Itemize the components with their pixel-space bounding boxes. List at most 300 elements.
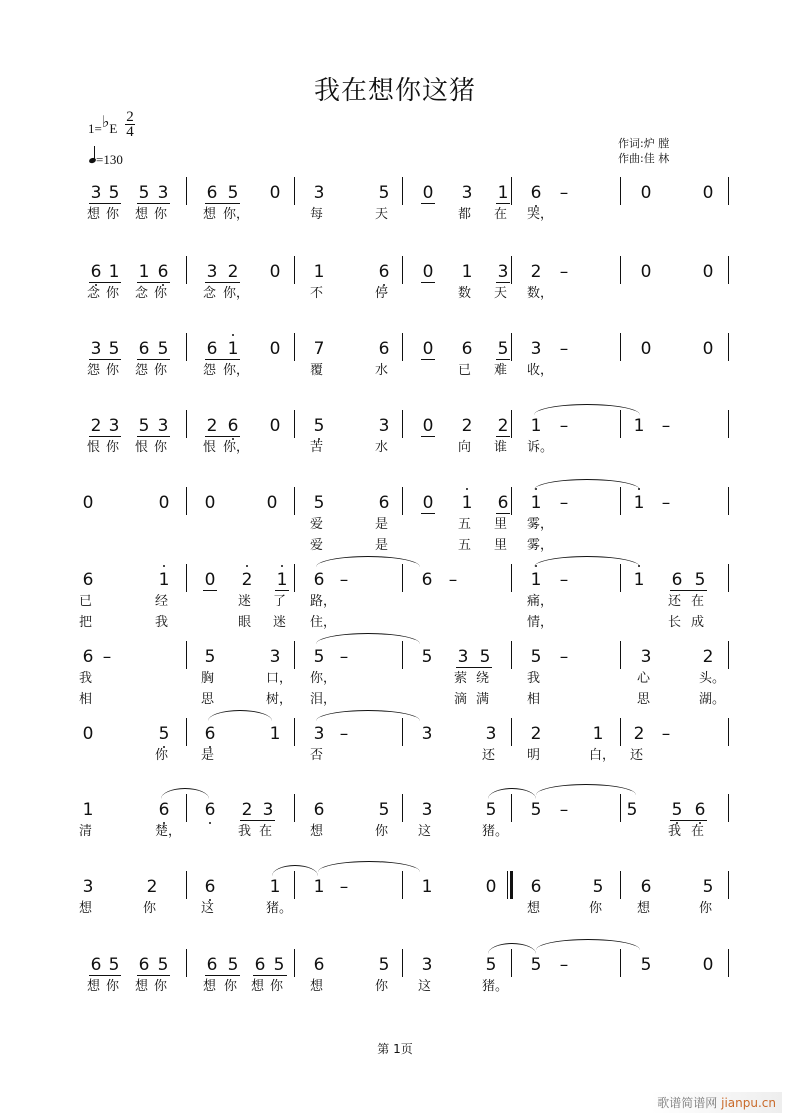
watermark-text: 歌谱简谱网 <box>657 1096 718 1110</box>
note: 0 <box>422 262 434 282</box>
lyric-verse2: 滴 <box>454 692 468 707</box>
lyric-verse2: 湖。 <box>699 692 726 707</box>
lyric: 你 <box>375 979 389 994</box>
note: 2 <box>90 416 102 436</box>
note: 1 <box>226 339 240 359</box>
lyric: 念 <box>87 286 101 301</box>
dash-extension: – <box>559 416 569 436</box>
lyric: 想 <box>135 979 149 994</box>
lyric: 明 <box>527 748 541 763</box>
note: 6 <box>461 339 473 359</box>
barline <box>294 718 295 746</box>
lyricist: 作词:炉 膛 <box>618 137 670 150</box>
lyric-verse2: 情， <box>527 615 554 630</box>
eighth-underline <box>496 513 510 514</box>
note: 6 <box>156 262 170 282</box>
lyric: 念 <box>203 286 217 301</box>
note: 3 <box>82 877 94 897</box>
lyric-verse2: 思 <box>201 692 215 707</box>
barline <box>402 410 403 438</box>
song-title: 我在想你这猪 <box>313 76 476 106</box>
lyric-verse2: 我 <box>155 615 169 630</box>
note: 3 <box>269 647 281 667</box>
barline <box>728 794 729 822</box>
lyric-verse2: 树， <box>266 692 293 707</box>
lyric: 猪。 <box>482 824 509 839</box>
note: 6 <box>671 570 683 590</box>
watermark <box>651 1092 782 1113</box>
dash-extension: – <box>661 493 671 513</box>
note: 1 <box>461 262 473 282</box>
lyric: 谁 <box>494 440 508 455</box>
barline <box>186 949 187 977</box>
barline <box>294 794 295 822</box>
note: 1 <box>632 570 646 590</box>
note: 6 <box>640 877 652 897</box>
barline <box>294 564 295 592</box>
barline <box>402 718 403 746</box>
note: 2 <box>461 416 473 436</box>
lyric: 诉。 <box>527 440 554 455</box>
lyric: 你 <box>106 286 120 301</box>
barline <box>620 564 621 592</box>
lyric: 你 <box>155 748 169 763</box>
lyric: 在 <box>691 824 705 839</box>
lyric: 你， <box>223 286 250 301</box>
note: 2 <box>240 570 254 590</box>
note: 1 <box>108 262 120 282</box>
note: 0 <box>640 262 652 282</box>
lyric: 你 <box>699 901 713 916</box>
lyric-verse2: 眼 <box>238 615 252 630</box>
lyric: 猪。 <box>482 979 509 994</box>
slur <box>536 939 640 950</box>
lyric: 否 <box>310 748 324 763</box>
lyric-verse2: 雾， <box>527 538 554 553</box>
note: 2 <box>530 724 542 744</box>
dash-extension: – <box>339 877 349 897</box>
lyric: 想 <box>310 979 324 994</box>
eighth-underline <box>137 436 170 437</box>
note: 5 <box>702 877 714 897</box>
lyric: 已 <box>79 594 93 609</box>
note: 6 <box>313 955 325 975</box>
note: 6 <box>138 955 150 975</box>
barline <box>186 333 187 361</box>
lyric-verse2: 五 <box>458 538 472 553</box>
note: 3 <box>157 416 169 436</box>
slur <box>488 943 536 954</box>
lyric: 怨 <box>203 363 217 378</box>
lyric: 水 <box>375 440 389 455</box>
note: 0 <box>82 724 94 744</box>
lyric-verse2: 爱 <box>310 538 324 553</box>
lyric: 想 <box>135 207 149 222</box>
barline <box>511 487 512 515</box>
eighth-underline <box>275 590 289 591</box>
note: 5 <box>313 647 325 667</box>
lyric: 你 <box>154 207 168 222</box>
slur <box>161 788 209 799</box>
lyric: 想 <box>527 901 541 916</box>
lyric: 你 <box>106 440 120 455</box>
slur <box>488 788 536 799</box>
note: 5 <box>227 955 239 975</box>
barline <box>186 641 187 669</box>
note: 5 <box>479 647 491 667</box>
note: 3 <box>313 724 325 744</box>
barline <box>728 871 729 899</box>
lyric: 数， <box>527 286 554 301</box>
lyric: 覆 <box>310 363 324 378</box>
dash-extension: – <box>661 416 671 436</box>
lyric: 你 <box>224 979 238 994</box>
barline <box>186 177 187 205</box>
note: 6 <box>206 955 218 975</box>
slur <box>316 633 420 644</box>
barline <box>294 641 295 669</box>
dash-extension: – <box>559 493 569 513</box>
dash-extension: – <box>559 647 569 667</box>
lyric: 你 <box>143 901 157 916</box>
note: 3 <box>157 183 169 203</box>
barline <box>620 256 621 284</box>
barline <box>511 641 512 669</box>
lyric: 这 <box>418 824 432 839</box>
note: 3 <box>90 339 102 359</box>
dash-extension: – <box>339 647 349 667</box>
slur <box>316 710 420 721</box>
note: 1 <box>275 570 289 590</box>
eighth-underline <box>89 203 121 204</box>
note: 5 <box>138 183 150 203</box>
note: 1 <box>633 416 645 436</box>
barline <box>186 564 187 592</box>
note: 3 <box>313 183 325 203</box>
lyric: 我 <box>79 671 93 686</box>
note: 3 <box>378 416 390 436</box>
note: 6 <box>90 955 102 975</box>
note: 5 <box>485 955 497 975</box>
lyric: 是 <box>375 517 389 532</box>
barline <box>511 177 512 205</box>
note: 0 <box>204 493 216 513</box>
lyric: 天 <box>375 207 389 222</box>
barline <box>511 256 512 284</box>
lyric: 天 <box>494 286 508 301</box>
lyric-verse2: 泪， <box>310 692 337 707</box>
barline <box>186 256 187 284</box>
note: 5 <box>108 339 120 359</box>
lyric: 路， <box>310 594 337 609</box>
note: 1 <box>269 877 281 897</box>
barline <box>402 794 403 822</box>
dash-extension: – <box>559 262 569 282</box>
lyric: 绕 <box>476 671 490 686</box>
note: 5 <box>204 647 216 667</box>
note: 3 <box>421 955 433 975</box>
note: 2 <box>241 800 253 820</box>
barline <box>728 641 729 669</box>
eighth-underline <box>205 203 240 204</box>
barline <box>402 333 403 361</box>
note: 6 <box>378 339 390 359</box>
note: 0 <box>269 262 281 282</box>
lyric: 你 <box>154 440 168 455</box>
barline <box>294 410 295 438</box>
eighth-underline <box>421 436 435 437</box>
barline <box>728 564 729 592</box>
dash-extension: – <box>559 183 569 203</box>
dash-extension: – <box>559 800 569 820</box>
note: 5 <box>485 800 497 820</box>
lyric: 哭， <box>527 207 554 222</box>
lyric: 是 <box>201 748 215 763</box>
tempo-value: =130 <box>96 152 123 167</box>
eighth-underline <box>421 282 435 283</box>
lyric: 里 <box>494 517 508 532</box>
barline <box>402 641 403 669</box>
key-signature <box>88 109 134 140</box>
lyric-verse2: 相 <box>527 692 541 707</box>
barline <box>728 333 729 361</box>
note: 5 <box>497 339 509 359</box>
eighth-underline <box>137 203 170 204</box>
barline <box>728 256 729 284</box>
lyric: 恨 <box>203 440 217 455</box>
note: 6 <box>157 800 171 820</box>
note: 5 <box>313 493 325 513</box>
lyric: 迷 <box>238 594 252 609</box>
lyric: 在 <box>691 594 705 609</box>
note: 5 <box>530 800 542 820</box>
lyric: 楚， <box>155 824 182 839</box>
barline <box>186 718 187 746</box>
barline <box>620 641 621 669</box>
barline <box>728 949 729 977</box>
slur <box>534 556 640 567</box>
dash-extension: – <box>559 570 569 590</box>
eighth-underline <box>421 203 435 204</box>
dash-extension: – <box>448 570 458 590</box>
slur <box>536 784 636 795</box>
note: 5 <box>378 800 390 820</box>
note: 5 <box>670 800 684 820</box>
lyric: 胸 <box>201 671 215 686</box>
note: 6 <box>693 800 707 820</box>
note: 6 <box>421 570 433 590</box>
note: 0 <box>82 493 94 513</box>
lyric-verse2: 把 <box>79 615 93 630</box>
slur <box>272 865 318 876</box>
eighth-underline <box>137 975 170 976</box>
note: 6 <box>497 493 509 513</box>
barline <box>402 487 403 515</box>
lyric: 雾， <box>527 517 554 532</box>
dash-extension: – <box>661 724 671 744</box>
eighth-underline <box>456 667 492 668</box>
lyric: 萦 <box>454 671 468 686</box>
lyric-verse2: 里 <box>494 538 508 553</box>
lyric: 苦 <box>310 440 324 455</box>
note: 5 <box>530 647 542 667</box>
lyric: 心 <box>637 671 651 686</box>
lyric: 我 <box>238 824 252 839</box>
time-bottom: 4 <box>126 124 134 140</box>
eighth-underline <box>496 203 510 204</box>
lyric: 猪。 <box>266 901 293 916</box>
eighth-underline <box>670 590 707 591</box>
note: 1 <box>82 800 94 820</box>
note: 3 <box>457 647 469 667</box>
barline <box>186 487 187 515</box>
note: 1 <box>138 262 150 282</box>
lyric: 想 <box>310 824 324 839</box>
note: 3 <box>530 339 542 359</box>
note: 1 <box>530 416 542 436</box>
note: 0 <box>640 183 652 203</box>
note: 0 <box>702 183 714 203</box>
lyric: 清 <box>79 824 93 839</box>
lyric: 向 <box>458 440 472 455</box>
lyric: 不 <box>310 286 324 301</box>
lyric: 想 <box>87 979 101 994</box>
double-barline <box>507 871 512 899</box>
quarter-note-icon <box>88 146 96 164</box>
note: 5 <box>157 724 171 744</box>
credits <box>618 136 669 166</box>
barline <box>620 794 621 822</box>
lyric: 你 <box>375 824 389 839</box>
flat-icon: ♭ <box>101 114 110 131</box>
key-prefix: 1= <box>88 121 102 136</box>
note: 0 <box>702 339 714 359</box>
note: 1 <box>460 493 474 513</box>
note: 0 <box>269 416 281 436</box>
note: 1 <box>529 493 543 513</box>
note: 5 <box>157 339 169 359</box>
note: 6 <box>206 183 218 203</box>
eighth-underline <box>496 282 510 283</box>
slur <box>534 479 640 490</box>
lyric: 我 <box>527 671 541 686</box>
lyric: 想 <box>251 979 265 994</box>
lyric: 你 <box>589 901 603 916</box>
lyric: 恨 <box>135 440 149 455</box>
lyric: 你， <box>223 440 250 455</box>
eighth-underline <box>253 975 287 976</box>
note: 2 <box>530 262 542 282</box>
barline <box>620 871 621 899</box>
composer: 作曲:佳 林 <box>618 152 670 165</box>
lyric: 想 <box>87 207 101 222</box>
note: 0 <box>269 339 281 359</box>
eighth-underline <box>496 436 510 437</box>
eighth-underline <box>89 359 121 360</box>
barline <box>294 177 295 205</box>
time-signature <box>125 110 135 139</box>
barline <box>294 949 295 977</box>
slur <box>534 404 640 415</box>
note: 6 <box>313 570 325 590</box>
note: 0 <box>702 955 714 975</box>
lyric: 你 <box>154 979 168 994</box>
eighth-underline <box>89 975 121 976</box>
lyric: 怨 <box>135 363 149 378</box>
lyric: 怨 <box>87 363 101 378</box>
note: 6 <box>203 724 217 744</box>
barline <box>728 410 729 438</box>
eighth-underline <box>496 359 510 360</box>
lyric-verse2: 思 <box>637 692 651 707</box>
lyric: 数 <box>458 286 472 301</box>
barline <box>402 949 403 977</box>
note: 5 <box>227 183 239 203</box>
dash-extension: – <box>102 647 112 667</box>
note: 1 <box>269 724 281 744</box>
lyric: 还 <box>482 748 496 763</box>
dash-extension: – <box>559 339 569 359</box>
note: 5 <box>530 955 542 975</box>
note: 2 <box>206 416 218 436</box>
lyric: 你， <box>310 671 337 686</box>
note: 1 <box>632 493 646 513</box>
note: 5 <box>108 955 120 975</box>
lyric: 都 <box>458 207 472 222</box>
note: 0 <box>640 339 652 359</box>
lyric: 经 <box>155 594 169 609</box>
note: 6 <box>529 183 543 203</box>
lyric: 你 <box>106 207 120 222</box>
barline <box>511 410 512 438</box>
note: 0 <box>422 416 434 436</box>
lyric: 恨 <box>87 440 101 455</box>
lyric: 你， <box>223 207 250 222</box>
barline <box>620 949 621 977</box>
lyric: 你 <box>106 979 120 994</box>
note: 6 <box>203 877 217 897</box>
barline <box>402 871 403 899</box>
lyric: 想 <box>203 207 217 222</box>
barline <box>402 177 403 205</box>
eighth-underline <box>421 513 435 514</box>
note: 6 <box>313 800 325 820</box>
lyric: 收， <box>527 363 554 378</box>
note: 5 <box>273 955 285 975</box>
slur <box>208 710 272 721</box>
note: 5 <box>108 183 120 203</box>
eighth-underline <box>240 820 275 821</box>
note: 5 <box>378 183 390 203</box>
note: 3 <box>262 800 274 820</box>
barline <box>294 487 295 515</box>
eighth-underline <box>89 436 121 437</box>
eighth-underline <box>137 359 170 360</box>
lyric: 痛， <box>527 594 554 609</box>
dash-extension: – <box>339 724 349 744</box>
lyric: 你 <box>154 363 168 378</box>
lyric: 了 <box>273 594 287 609</box>
note: 3 <box>421 724 433 744</box>
lyric-verse2: 相 <box>79 692 93 707</box>
note: 6 <box>378 493 390 513</box>
note: 0 <box>158 493 170 513</box>
watermark-url: jianpu.cn <box>721 1096 776 1110</box>
note: 0 <box>266 493 278 513</box>
lyric-verse2: 是 <box>375 538 389 553</box>
note: 0 <box>485 877 497 897</box>
lyric: 这 <box>418 979 432 994</box>
